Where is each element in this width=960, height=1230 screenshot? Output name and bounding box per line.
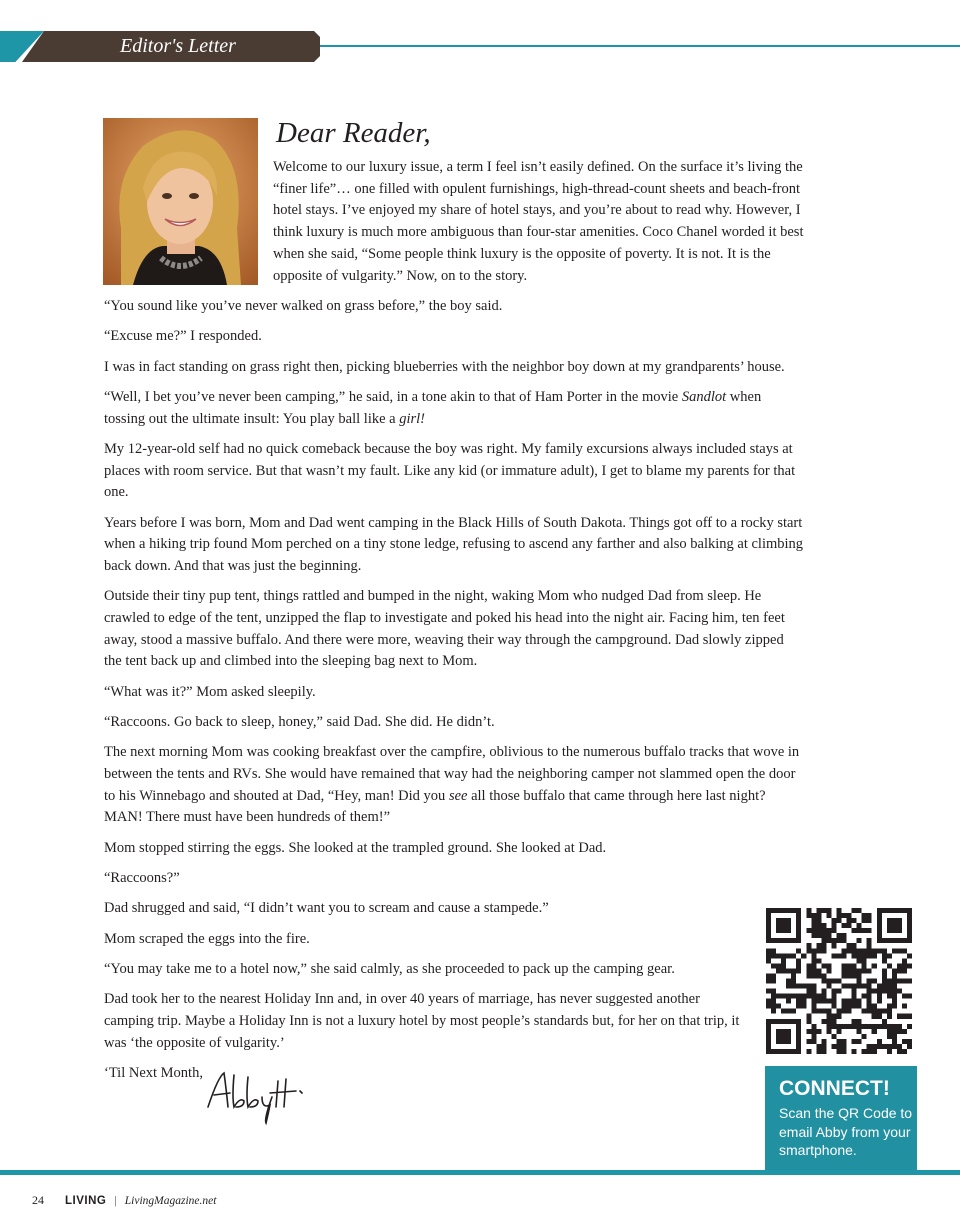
- text-span: when tossing out the ultimate insult: You play ball like a: [104, 388, 762, 427]
- body-paragraph: Outside their tiny pup tent, things rattled and bumped in the night, waking Mom who nudged Dad from sleep. He crawled to edge of the tent, unzipped the flap to investigate and poked his head into the night air. Facing him, ten feet away, stood a massive buffalo. And there were more, weaving their way through the campground. Dad slowly zipped the tent back up and climbed into the sleeping bag next to Mom.: [104, 588, 785, 670]
- body-paragraph: “Excuse me?” I responded.: [104, 328, 262, 345]
- emphasis-word: see: [448, 787, 468, 804]
- body-paragraph: “What was it?” Mom asked sleepily.: [104, 683, 316, 700]
- body-paragraph: [104, 742, 804, 829]
- intro-paragraph: Welcome to our luxury issue, a term I feel isn’t easily defined. On the surface it’s living the “finer life”… one filled with opulent furnishings, high-thread-count sheets and beach-front hotel stays. I’ve enjoyed my share of hotel stays, and you’re about to read why. However, I think luxury is much more ambiguous than four-star amenities. Coco Chanel worded it best when she said, “Some people think luxury is the opposite of poverty. It is not. It is the opposite of vulgarity.” Now, on to the story.: [273, 159, 804, 284]
- emphasis-word: girl!: [399, 410, 426, 427]
- body-paragraph: “Raccoons?”: [104, 870, 180, 886]
- website-link[interactable]: LivingMagazine.net: [124, 1195, 217, 1207]
- connect-title: CONNECT!: [779, 1077, 890, 1100]
- body-paragraph: Dad took her to the nearest Holiday Inn and, in over 40 years of marriage, has never suggested another camping trip. Maybe a Holiday Inn is not a luxury hotel by most people’s standards but, for her on that trip, it was ‘the opposite of vulgarity.’: [104, 991, 740, 1051]
- connect-box: [765, 1066, 917, 1170]
- closing-line: ‘Til Next Month,: [104, 1064, 203, 1081]
- body-paragraph: I was in fact standing on grass right then, picking blueberries with the neighbor boy down at my grandparents’ house.: [104, 358, 785, 375]
- body-paragraph: Years before I was born, Mom and Dad went camping in the Black Hills of South Dakota. Things got off to a rocky start when a hiking trip found Mom perched on a tiny stone ledge, refusing to ascend any farther and also balking at climbing back down. And that was just the beginning.: [104, 514, 804, 574]
- body-paragraph: My 12-year-old self had no quick comeback because the boy was right. My family excursions always included stays at places with room service. But that wasn’t my fault. Like any kid (or immature adult), I get to blame my parents for that one.: [104, 440, 796, 501]
- movie-title: Sandlot: [681, 388, 727, 405]
- body-paragraph: “You may take me to a hotel now,” she said calmly, as she proceeded to pack up the camping gear.: [104, 960, 675, 977]
- text-span: The next morning Mom was cooking breakfast over the campfire, oblivious to the numerous buffalo tracks that wove in between the tents and RVs. She would have remained that way had the neighboring camper not slammed open the door to his Winnebago and shouted at Dad, “Hey, man! Did you: [104, 744, 800, 804]
- editor-photo: [103, 118, 258, 285]
- body-paragraph: [104, 387, 804, 430]
- footer-rule: [0, 1170, 960, 1175]
- qr-code[interactable]: [766, 908, 912, 1054]
- magazine-name: LIVING: [65, 1195, 107, 1207]
- section-label: Editor's Letter: [120, 35, 236, 57]
- header-rule: [320, 45, 960, 47]
- text-span: “Well, I bet you’ve never been camping,” he said, in a tone akin to that of Ham Porter in the movie: [104, 388, 682, 405]
- body-paragraph: Mom stopped stirring the eggs. She looked at the trampled ground. She looked at Dad.: [104, 839, 607, 856]
- body-paragraph: Mom scraped the eggs into the fire.: [104, 930, 310, 947]
- page-number: 24: [32, 1193, 44, 1207]
- sign-off: [104, 1063, 804, 1133]
- page-footer: [32, 1193, 216, 1208]
- footer-separator: |: [114, 1193, 117, 1207]
- body-paragraph: “Raccoons. Go back to sleep, honey,” said Dad. She did. He didn’t.: [104, 714, 495, 730]
- body-paragraph: Dad shrugged and said, “I didn’t want you to scream and cause a stampede.”: [104, 900, 549, 917]
- letter-body: [104, 296, 804, 1133]
- salutation: Dear Reader,: [276, 117, 431, 149]
- handwritten-signature: [204, 1067, 314, 1127]
- text-span: all those buffalo that came through here last night? MAN! There must have been hundreds of them!”: [104, 787, 766, 826]
- body-paragraph: “You sound like you’ve never walked on grass before,” the boy said.: [104, 298, 503, 314]
- connect-text: Scan the QR Code to email Abby from your smartphone.: [779, 1105, 913, 1158]
